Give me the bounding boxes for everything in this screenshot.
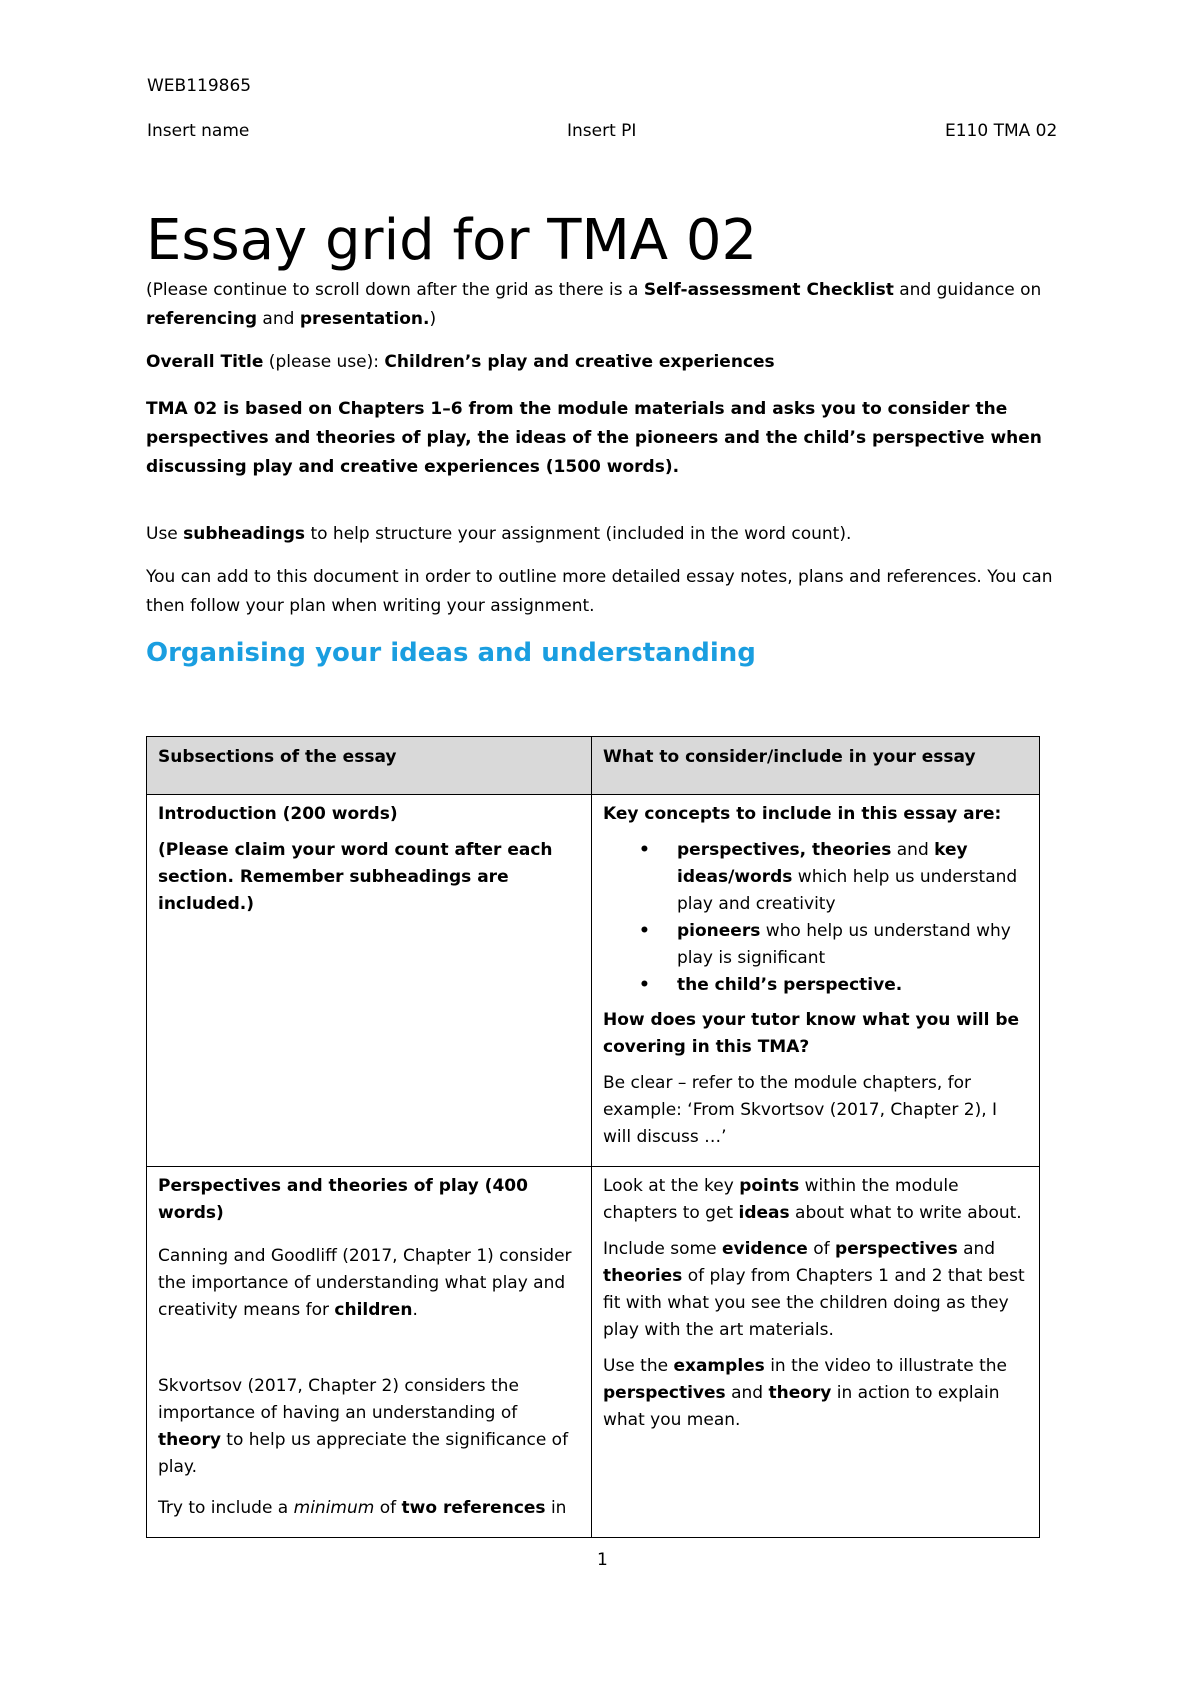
add-document-note: You can add to this document in order to outline more detailed essay notes, plans and references. You can then follow your plan when writing your assignment. xyxy=(146,567,1053,616)
tma-description: TMA 02 is based on Chapters 1–6 from the module materials and asks you to consider the perspectives and theories of play, the ideas of the pioneers and the child’s perspective when discussing play and creative experiences (1500 words). xyxy=(146,399,1042,477)
column-header-subsections: Subsections of the essay xyxy=(147,737,592,795)
word-count-note: (Please claim your word count after each section. Remember subheadings are included.) xyxy=(158,840,553,914)
be-clear-note: Be clear – refer to the module chapters, for example: ‘From Skvortsov (2017, Chapter 2), I will discuss …’ xyxy=(603,1073,998,1147)
references-note: Try to include a minimum of two references in xyxy=(158,1498,567,1518)
introduction-cell[interactable] xyxy=(147,795,592,1167)
list-item: • perspectives, theories and key ideas/words which help us understand play and creativity xyxy=(677,837,1028,918)
essay-grid-table xyxy=(146,736,1040,1538)
introduction-guidance-cell[interactable] xyxy=(592,795,1040,1167)
overall-title-line: Overall Title (please use): Children’s play and creative experiences xyxy=(146,352,775,372)
key-concepts-heading: Key concepts to include in this essay are: xyxy=(603,804,1002,824)
skvortsov-note: Skvortsov (2017, Chapter 2) considers the importance of having an understanding of theory to help us appreciate the significance of play. xyxy=(158,1376,569,1477)
bullet-icon: • xyxy=(639,975,650,995)
header-name[interactable]: Insert name xyxy=(147,121,250,141)
perspectives-cell[interactable] xyxy=(147,1167,592,1538)
table-row-perspectives xyxy=(147,1167,1040,1538)
column-header-consider: What to consider/include in your essay xyxy=(592,737,1040,795)
document-id: WEB119865 xyxy=(147,76,252,96)
table-row-introduction xyxy=(147,795,1040,1167)
canning-note: Canning and Goodliff (2017, Chapter 1) consider the importance of understanding what play and creativity means for children. xyxy=(158,1246,572,1320)
header-course: E110 TMA 02 xyxy=(945,121,1058,141)
page-number: 1 xyxy=(597,1550,608,1570)
bullet-icon: • xyxy=(639,921,650,941)
perspectives-guidance-cell[interactable] xyxy=(592,1167,1040,1538)
perspectives-title: Perspectives and theories of play (400 words) xyxy=(158,1176,528,1223)
key-points-note: Look at the key points within the module chapters to get ideas about what to write about. xyxy=(603,1176,1022,1223)
intro-note: (Please continue to scroll down after the grid as there is a Self-assessment Checklist and guidance on referencing and presentation.) xyxy=(146,280,1042,329)
list-item: • pioneers who help us understand why play is significant xyxy=(677,918,1028,972)
key-concepts-list xyxy=(603,837,1028,999)
bullet-icon: • xyxy=(639,840,650,860)
introduction-title: Introduction (200 words) xyxy=(158,804,398,824)
evidence-note: Include some evidence of perspectives and theories of play from Chapters 1 and 2 that best fit with what you see the children doing as they play with the art materials. xyxy=(603,1239,1025,1340)
examples-note: Use the examples in the video to illustrate the perspectives and theory in action to explain what you mean. xyxy=(603,1356,1008,1430)
tutor-question: How does your tutor know what you will be covering in this TMA? xyxy=(603,1010,1020,1057)
list-item: • the child’s perspective. xyxy=(677,972,1028,999)
table-header-row xyxy=(147,737,1040,795)
page-title: Essay grid for TMA 02 xyxy=(146,208,758,273)
section-heading: Organising your ideas and understanding xyxy=(146,638,756,668)
subheadings-note: Use subheadings to help structure your assignment (included in the word count). xyxy=(146,524,852,544)
header-pi[interactable]: Insert PI xyxy=(567,121,637,141)
